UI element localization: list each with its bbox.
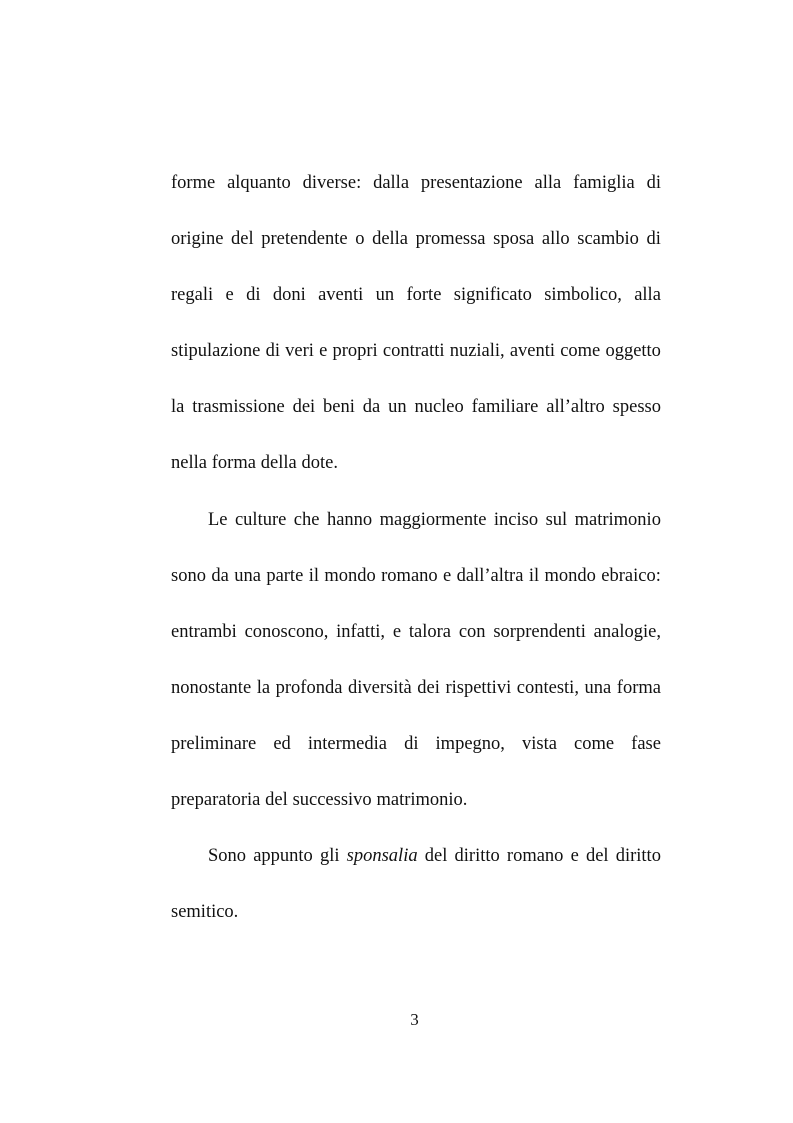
word: aventi (318, 285, 364, 306)
word: di (646, 173, 661, 193)
word: mondo (324, 565, 376, 586)
word: appunto (253, 846, 313, 867)
word: sorprendenti (493, 621, 586, 642)
word: gli (319, 846, 340, 867)
text-line-2 (171, 223, 661, 279)
text-line-4 (171, 335, 661, 391)
word: sono (171, 565, 206, 586)
word: intermedia (307, 733, 387, 754)
word: propri (332, 341, 378, 362)
word: veri (285, 341, 314, 362)
word: la (256, 677, 271, 698)
word: talora (408, 621, 451, 642)
word: doni (272, 285, 306, 306)
word: infatti, (336, 621, 385, 642)
word: significato (453, 285, 532, 306)
word: presentazione (420, 173, 523, 193)
word: rispettivi (445, 677, 512, 698)
word: promessa (415, 229, 486, 250)
word: del (231, 229, 254, 250)
word: stipulazione (171, 341, 261, 362)
word: con (458, 621, 486, 642)
text-line-7 (171, 504, 661, 560)
word: come (560, 341, 601, 362)
word: beni (323, 397, 355, 418)
word: contratti (382, 341, 445, 362)
word: il (308, 565, 319, 586)
word: una (584, 677, 612, 698)
word: Sono (208, 846, 247, 867)
word: e (443, 565, 452, 586)
word: pretendente (261, 229, 348, 250)
word: inciso (493, 509, 539, 530)
word: il (528, 565, 540, 586)
word: diverse: (302, 173, 362, 193)
word: diritto (615, 846, 661, 867)
word: hanno (326, 509, 373, 530)
word: scambio (577, 229, 639, 250)
word: preliminare (171, 733, 257, 754)
word: culture (234, 509, 287, 530)
word: della (372, 229, 409, 250)
word: profonda (275, 677, 343, 698)
word: un (375, 285, 395, 306)
word: analogie, (593, 621, 661, 642)
word: che (293, 509, 320, 530)
word: un (388, 397, 407, 418)
word: semitico. (171, 902, 239, 923)
word: regali (171, 285, 214, 306)
word: dalla (373, 173, 410, 193)
word: del (424, 846, 448, 867)
word: di (265, 341, 280, 362)
word: familiare (471, 397, 539, 418)
word: Le (208, 509, 228, 530)
word: la (171, 397, 185, 418)
word: vista (522, 733, 557, 754)
page-number: 3 (410, 1010, 419, 1029)
text-line-9 (171, 616, 661, 672)
text-line-12 (171, 784, 661, 840)
word: nonostante (171, 677, 252, 698)
word: allo (541, 229, 570, 250)
text-line-1 (171, 167, 661, 223)
word: matrimonio. (376, 790, 468, 811)
word: aventi (509, 341, 556, 362)
word: fase (631, 733, 661, 754)
text-line-14 (171, 896, 661, 952)
word: dei (292, 397, 316, 418)
word: ed (273, 733, 291, 754)
word: maggiormente (379, 509, 487, 530)
word: oggetto (605, 341, 661, 362)
word: alla (534, 173, 562, 193)
word: diversità (348, 677, 412, 698)
word: e (392, 621, 402, 642)
word: successivo (292, 790, 372, 811)
word: come (574, 733, 615, 754)
word: famiglia (573, 173, 635, 193)
word: di (404, 733, 419, 754)
word: nuziali, (449, 341, 505, 362)
word: all’altro (546, 397, 605, 418)
word: dei (417, 677, 440, 698)
word: matrimonio (574, 509, 661, 530)
word: della (260, 453, 297, 474)
word: alquanto (227, 173, 291, 193)
word: sponsalia (346, 846, 418, 867)
word: romano (381, 565, 438, 586)
text-line-11 (171, 728, 661, 784)
document-body (171, 167, 661, 952)
word: conoscono, (244, 621, 329, 642)
word: da (362, 397, 381, 418)
word: di (246, 285, 261, 306)
word: forme (171, 173, 216, 193)
word: una (234, 565, 261, 586)
word: impegno, (435, 733, 505, 754)
text-line-6 (171, 447, 661, 503)
word: del (265, 790, 288, 811)
word: sposa (493, 229, 535, 250)
word: entrambi (171, 621, 237, 642)
word: parte (266, 565, 304, 586)
word: o (355, 229, 365, 250)
word: spesso (612, 397, 661, 418)
word: mondo (544, 565, 596, 586)
word: dote. (301, 453, 338, 474)
word: di (646, 229, 661, 250)
word: trasmissione (192, 397, 285, 418)
word: nucleo (414, 397, 464, 418)
word: e (319, 341, 328, 362)
word: forma (211, 453, 256, 474)
word: contesti, (516, 677, 579, 698)
word: e (225, 285, 234, 306)
word: romano (506, 846, 564, 867)
word: forte (406, 285, 442, 306)
word: e (570, 846, 579, 867)
text-line-8 (171, 560, 661, 616)
word: da (211, 565, 229, 586)
text-line-10 (171, 672, 661, 728)
text-line-5 (171, 391, 661, 447)
word: ebraico: (601, 565, 661, 586)
word: sul (545, 509, 568, 530)
text-line-3 (171, 279, 661, 335)
word: simbolico, (544, 285, 622, 306)
word: alla (634, 285, 661, 306)
word: preparatoria (171, 790, 261, 811)
word: del (585, 846, 609, 867)
word: forma (616, 677, 661, 698)
word: diritto (454, 846, 500, 867)
word: nella (171, 453, 207, 474)
word: dall’altra (456, 565, 524, 586)
text-line-13 (171, 840, 661, 896)
word: origine (171, 229, 224, 250)
